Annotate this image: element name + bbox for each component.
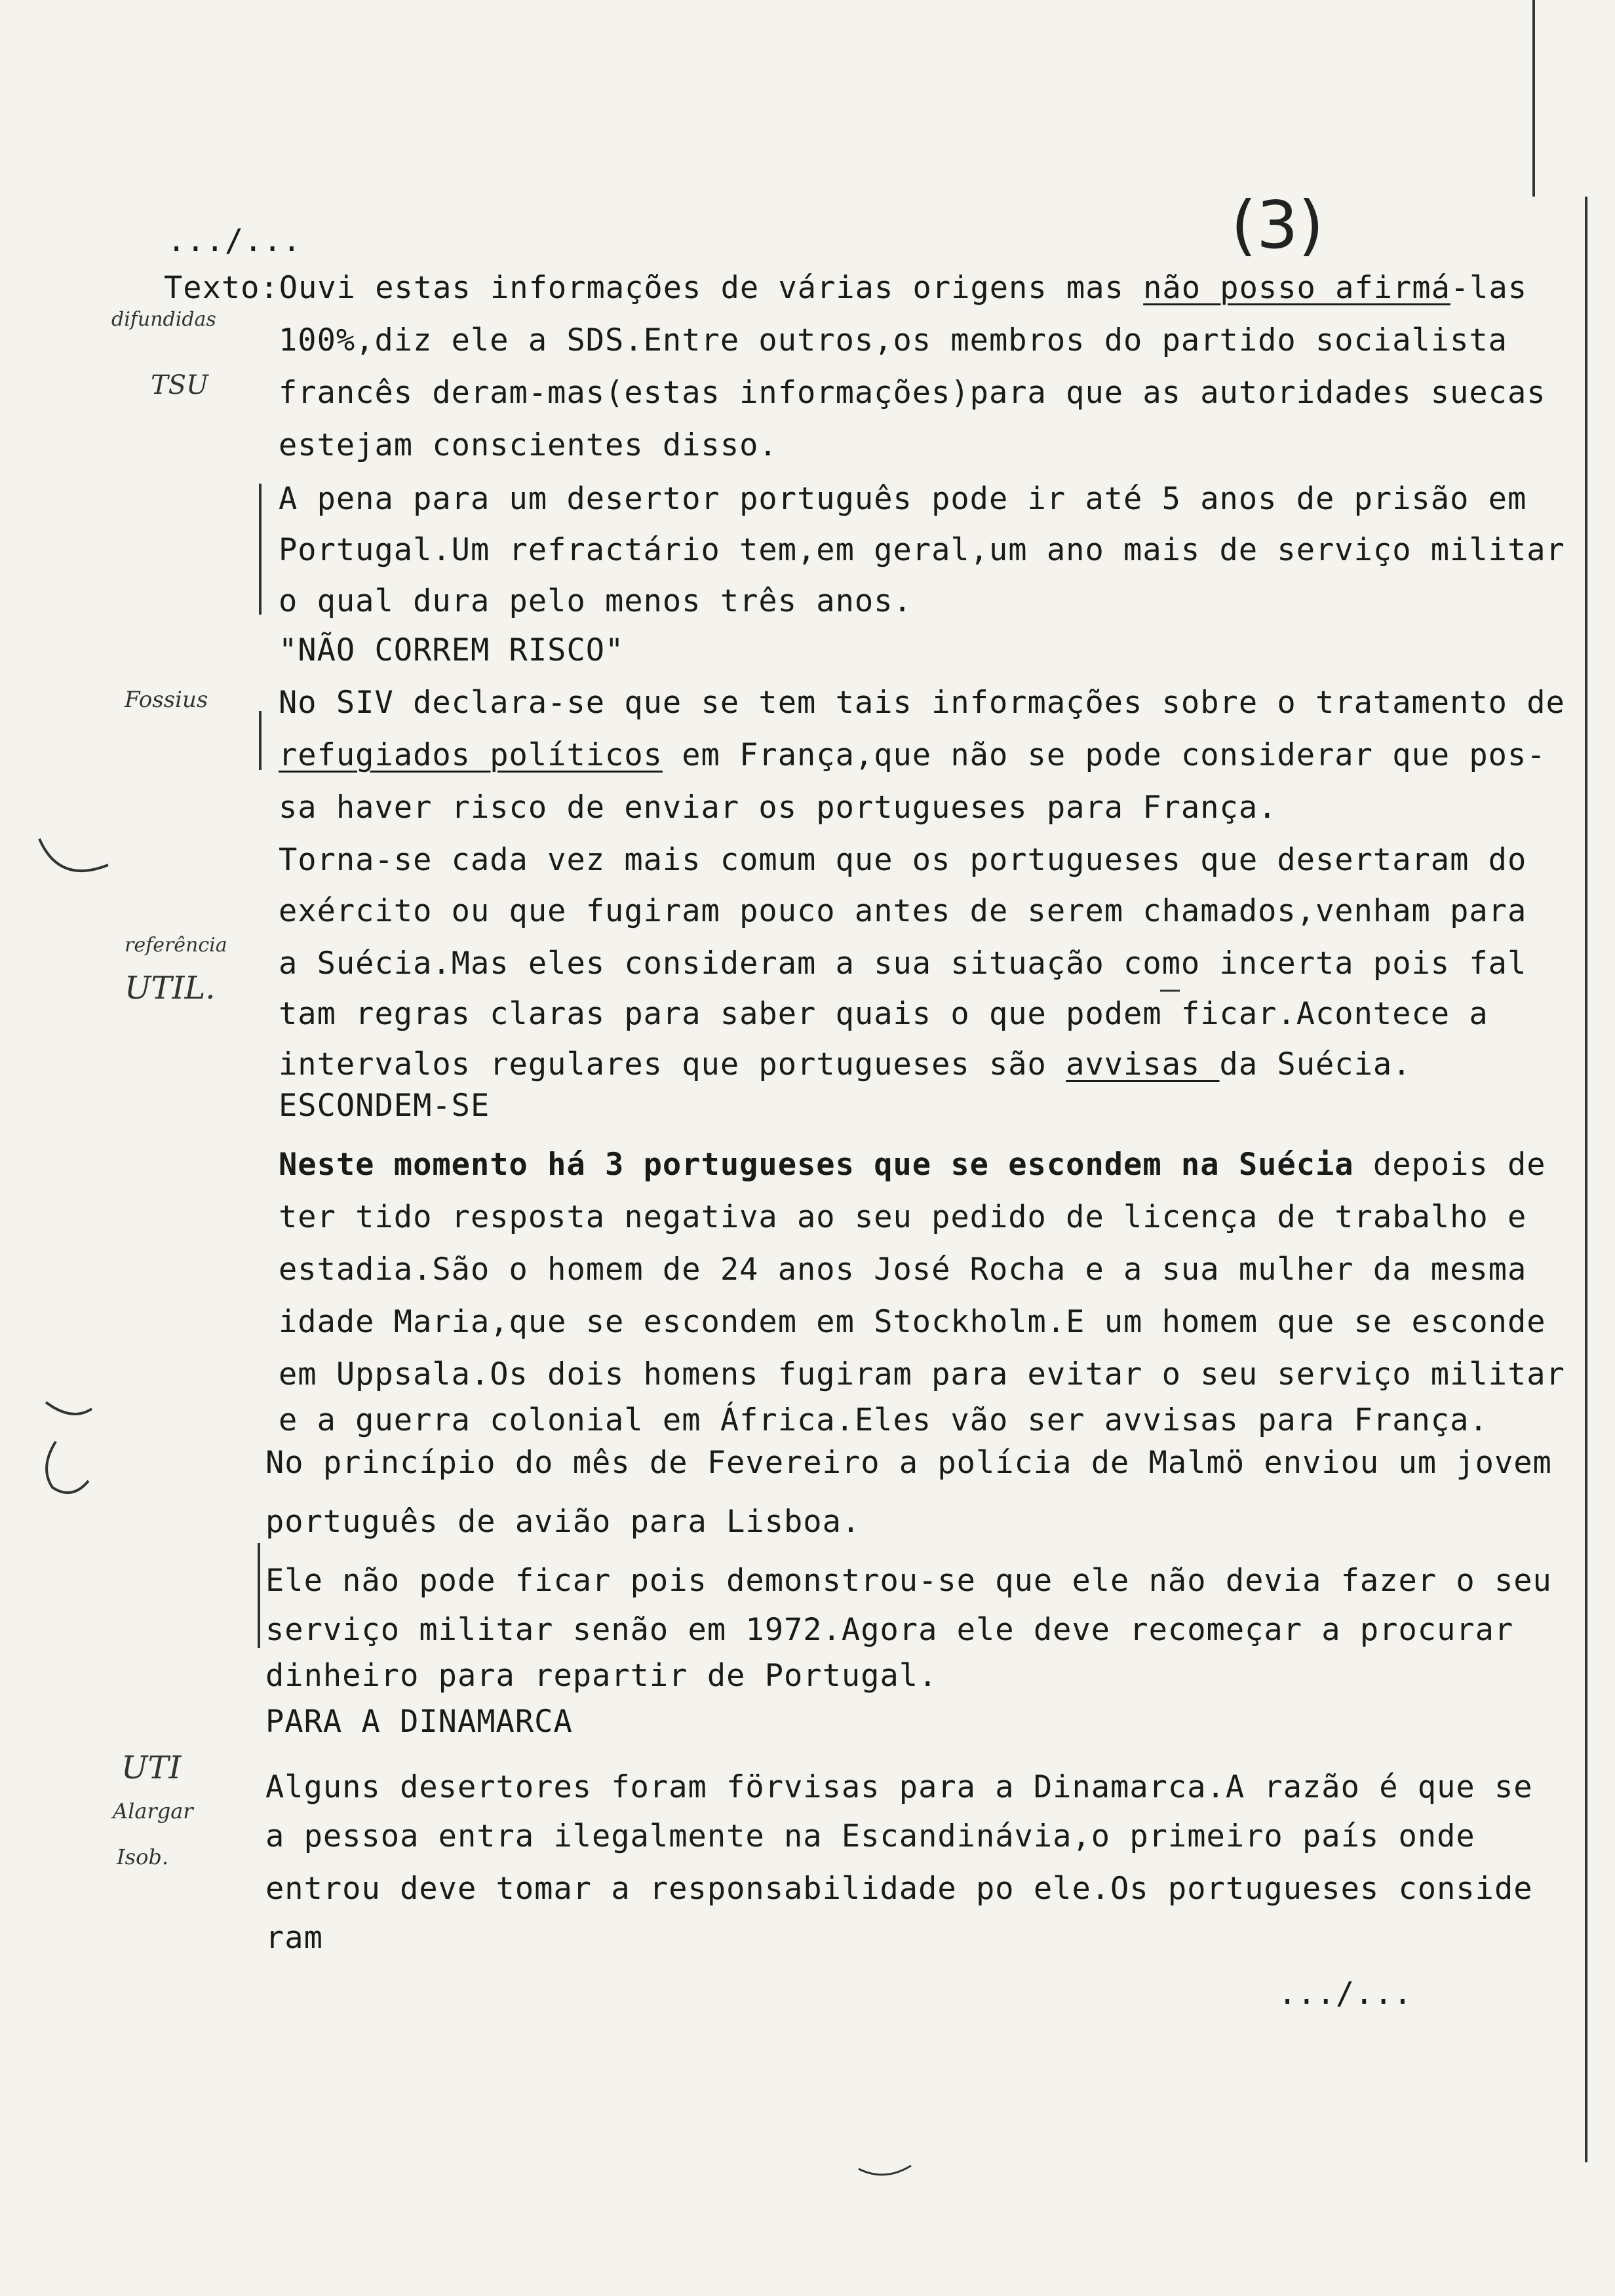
text-line-31: a pessoa entra ilegalmente na Escandinávia,o primeiro país onde <box>265 1818 1475 1854</box>
text-line-8-heading: "NÃO CORREM RISCO" <box>279 632 625 668</box>
margin-note-fossius: Fossius <box>125 687 208 713</box>
text-line-22: em Uppsala.Os dois homens fugiram para evitar o seu serviço militar <box>279 1356 1565 1392</box>
text-line-19: ter tido resposta negativa ao seu pedido de licença de trabalho e <box>279 1199 1527 1235</box>
footer-ellipsis: .../... <box>1278 1976 1413 2012</box>
margin-note-uti: UTI <box>121 1750 182 1786</box>
text-line-4: estejam conscientes disso. <box>279 427 778 463</box>
text-line-13: exército ou que fugiram pouco antes de serem chamados,venham para <box>279 893 1527 929</box>
text-line-24: No princípio do mês de Fevereiro a polícia de Malmö enviou um jovem <box>265 1445 1552 1481</box>
text-line-29-heading: PARA A DINAMARCA <box>265 1704 573 1740</box>
text-line-9: No SIV declara-se que se tem tais informações sobre o tratamento de <box>279 685 1565 721</box>
text-line-15: tam regras claras para saber quais o que podem ficar.Acontece a <box>279 996 1489 1032</box>
text-line-3: francês deram-mas(estas informações)para que as autoridades suecas <box>279 375 1546 411</box>
margin-note-difundidas: difundidas <box>111 308 216 331</box>
margin-note-isob: Isob. <box>117 1845 168 1869</box>
text-line-6: Portugal.Um refractário tem,em geral,um ano mais de serviço militar <box>279 532 1565 568</box>
text-line-27: serviço militar senão em 1972.Agora ele deve recomeçar a procurar <box>265 1612 1514 1648</box>
margin-note-alargar: Alargar <box>113 1799 193 1824</box>
text-line-7: o qual dura pelo menos três anos. <box>279 583 912 619</box>
text-line-12: Torna-se cada vez mais comum que os portugueses que desertaram do <box>279 842 1527 878</box>
text-line-1: Texto:Ouvi estas informações de várias origens mas não posso afirmá-las <box>164 270 1528 306</box>
text-line-23: e a guerra colonial em África.Eles vão ser avvisas para França. <box>279 1402 1489 1438</box>
text-line-30: Alguns desertores foram förvisas para a Dinamarca.A razão é que se <box>265 1769 1533 1805</box>
text-line-28: dinheiro para repartir de Portugal. <box>265 1658 938 1694</box>
text-line-11: sa haver risco de enviar os portugueses para França. <box>279 790 1277 826</box>
text-line-21: idade Maria,que se escondem em Stockholm.E um homem que se esconde <box>279 1304 1546 1340</box>
text-line-17-heading: ESCONDEM-SE <box>279 1088 490 1124</box>
text-line-32: entrou deve tomar a responsabilidade po ele.Os portugueses conside <box>265 1871 1533 1907</box>
header-ellipsis: .../... <box>167 223 302 259</box>
text-line-33: ram <box>265 1920 323 1956</box>
text-line-14: a Suécia.Mas eles consideram a sua situação como incerta pois fal <box>279 946 1527 982</box>
text-line-25: português de avião para Lisboa. <box>265 1504 861 1540</box>
text-line-10: refugiados políticos em França,que não se pode considerar que pos- <box>279 737 1546 773</box>
text-line-18: Neste momento há 3 portugueses que se escondem na Suécia depois de <box>279 1147 1546 1183</box>
page-number: (3) <box>1231 187 1324 263</box>
text-line-5: A pena para um desertor português pode ir até 5 anos de prisão em <box>279 481 1527 517</box>
text-line-20: estadia.São o homem de 24 anos José Rocha e a sua mulher da mesma <box>279 1252 1527 1288</box>
text-line-26: Ele não pode ficar pois demonstrou-se que ele não devia fazer o seu <box>265 1563 1552 1599</box>
text-line-2: 100%,diz ele a SDS.Entre outros,os membros do partido socialista <box>279 322 1508 358</box>
margin-note-tsu: TSU <box>151 370 208 400</box>
text-line-16: intervalos regulares que portugueses são avvisas da Suécia. <box>279 1046 1412 1082</box>
margin-note-util: UTIL. <box>125 970 216 1006</box>
margin-note-referencia: referência <box>125 934 227 957</box>
